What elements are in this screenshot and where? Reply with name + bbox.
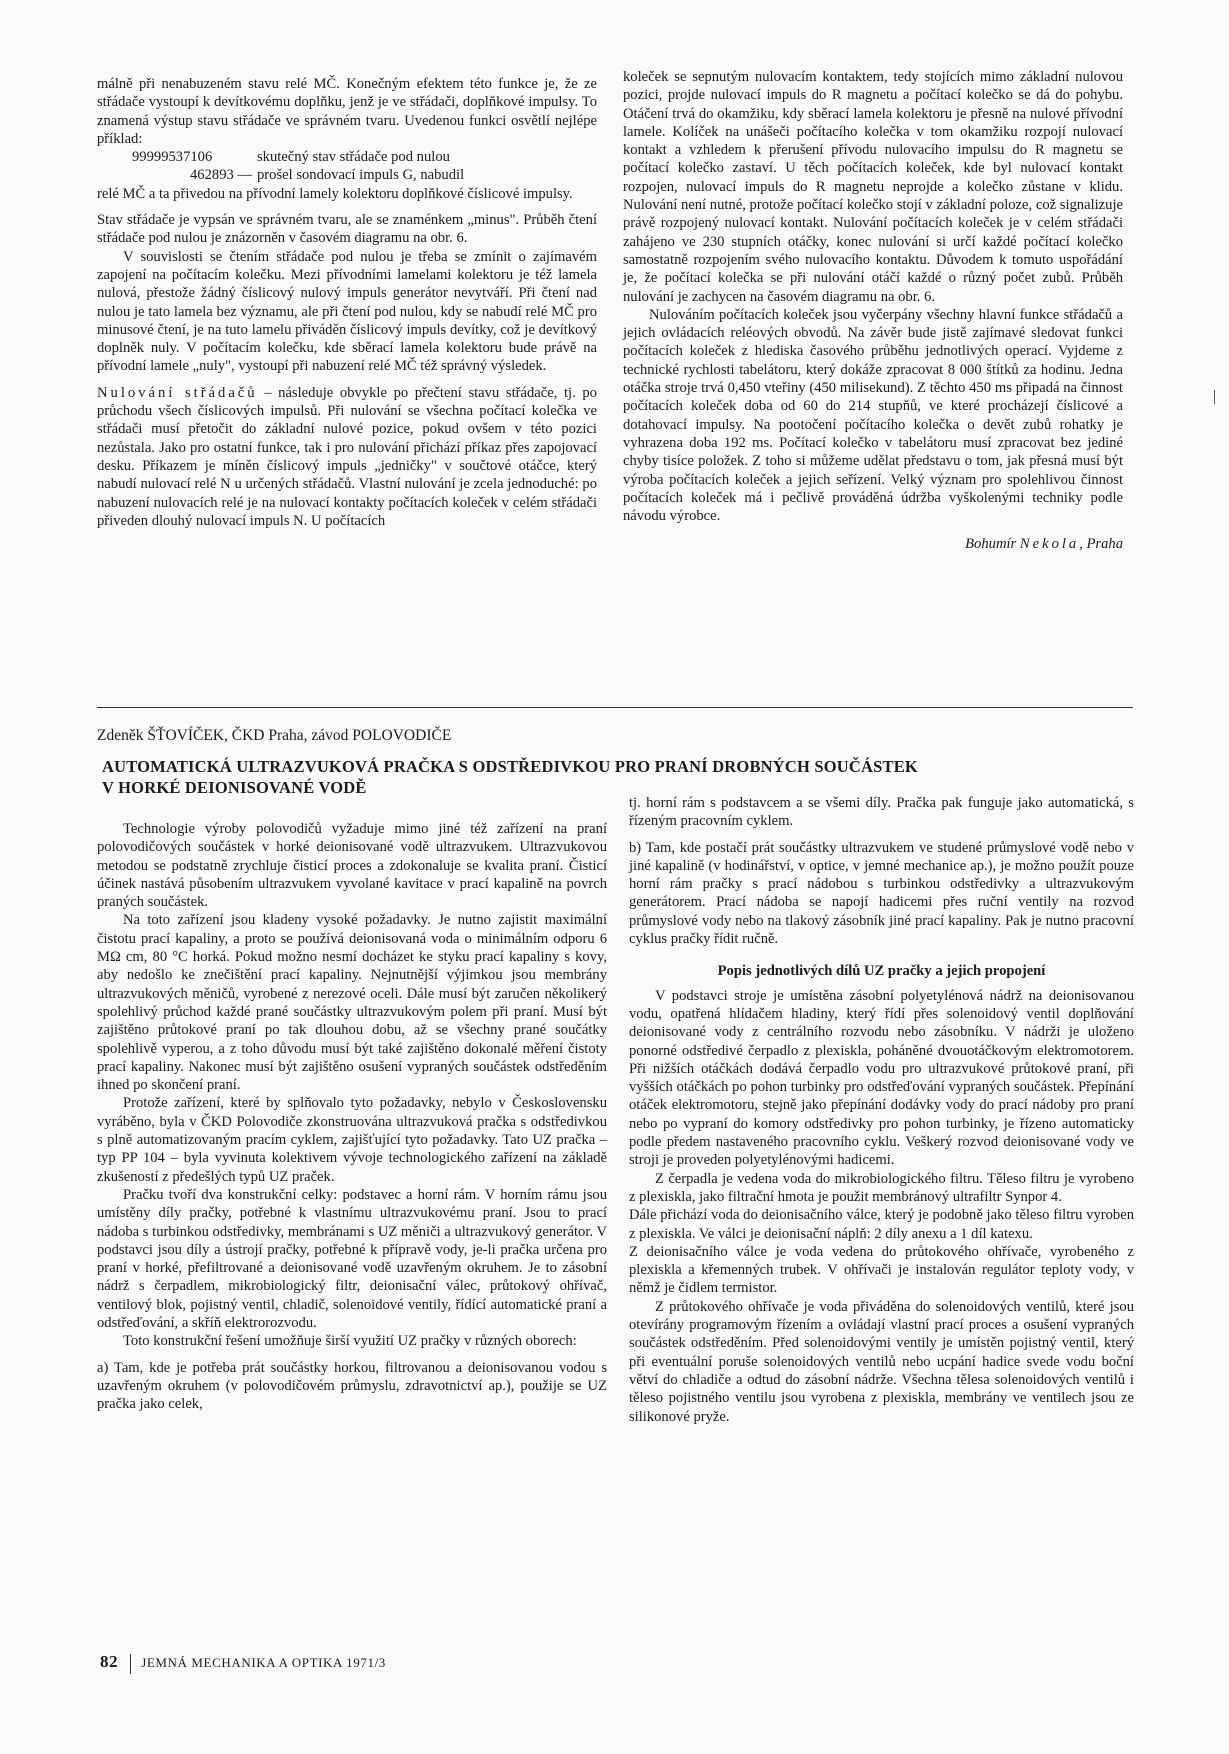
- paragraph: a) Tam, kde je potřeba prát součástky horkou, filtrovanou a deionisovanou vodou s uzavřeným okruhem (v polovodičovém průmyslu, zdravotnictví ap.), použije se UZ pračka jako celek,: [97, 1359, 607, 1413]
- paragraph: Na toto zařízení jsou kladeny vysoké požadavky. Je nutno zajistit maximální čistotu prací kapaliny, a proto se používá deionisovaná voda o minimálním odporu 6 MΩ cm, 80 °C horká. Pokud možno nesmí docházet ke styku prací kapaliny s kovy, aby nedošlo ke znečištění prací kapaliny. Nejnutnější výjimkou jsou membrány ultrazvukových měničů, vyrobené z nerezové oceli. Dále musí být zaručen několikerý spolehlivý průchod každé prané součástky ultrazvukovým polem při praní. Musí být zajištěno průtokové praní po tak dlouhou dobu, až se všechny prané součátky spolehlivě vyperou, a z toho důvodu musí být také zajištěno dokonalé měření čistoty prací kapaliny. Nakonec musí být zajištěno osušení vypraných součástek odstředěním ihned po skončení praní.: [97, 912, 607, 1094]
- author-city: Praha: [1086, 536, 1123, 553]
- paragraph: Stav střádače je vypsán ve správném tvaru, ale se znaménkem „minus". Průběh čtení střádače pod nulou je znázorněn v časovém diagramu na obr. 6.: [97, 212, 597, 247]
- paragraph: [97, 384, 597, 530]
- page-number: 82: [100, 1652, 119, 1671]
- example-text: prošel sondovací impuls G, nabudil: [257, 167, 465, 184]
- footer-divider: [130, 1654, 131, 1674]
- journal-name: JEMNÁ MECHANIKA A OPTIKA 1971/3: [141, 1655, 386, 1670]
- paragraph: Z deionisačního válce je voda vedena do průtokového ohřívače, vyrobeného z plexiskla a křemenných trubek. V ohřívači je instalován regulátor teploty vody, v němž je čidlem termistor.: [629, 1243, 1134, 1297]
- run-in-heading: Nulování střádačů: [97, 384, 258, 401]
- paragraph: Pračku tvoří dva konstrukční celky: podstavec a horní rám. V horním rámu jsou umístěny díly pračky, potřebné k vlastnímu ultrazvukovému praní. Jsou to prací nádoba s turbinkou odstředivky, membránami s UZ měniči a ultrazvukový generátor. V podstavci jsou díly a ústrojí pračky, potřebné k přípravě vody, je-li pračka určena pro praní v horké, přefiltrované a deionisované vodě uzavřeným okruhem. Je to zásobní nádrž s čerpadlem, mikrobiologický filtr, deionisační válec, průtokový ohřívač, ventilový blok, pojistný ventil, chladič, solenoidové ventily, řídící automatické praní a odstřeďování, a skříň elektrorozvodu.: [97, 1186, 607, 1332]
- paragraph: b) Tam, kde postačí prát součástky ultrazvukem ve studené průmyslové vodě nebo v jiné kapalině (v hodinářství, v optice, v jemné mechanice ap.), je možno použít pouze horní rám pračky s prací nádobou s turbinkou odstředivky a ultrazvukovým generátorem. Prací nádoba se napojí hadicemi přes ruční ventily na rozvod průmyslové vody nebo na tlakový zásobník jiné prací kapaliny. Pak je nutno pracovní cyklus pračky řídit ručně.: [629, 839, 1134, 948]
- paragraph: Technologie výroby polovodičů vyžaduje mimo jiné též zařízení na praní polovodičových součástek v horké deionisované vodě ultrazvukem. Ultrazvukovou metodou se podstatně zrychluje čisticí proces a zdokonaluje se kvalita praní. Čisticí účinek nastává působením ultrazvukem vyvolané kavitace v prací kapalině na povrch praných součástek.: [97, 821, 607, 911]
- example-row: [97, 166, 597, 184]
- paragraph: Dále přichází voda do deionisačního válce, který je podobně jako těleso filtru vyroben z plexiskla. Ve válci je deionisační náplň: 2 díly anexu a 1 díl katexu.: [629, 1207, 1134, 1242]
- column-top-left: [97, 75, 597, 530]
- column-bottom-right: [629, 794, 1134, 1426]
- paragraph: V souvislosti se čtením střádače pod nulou je třeba se zmínit o zajímavém zapojení na počítacím kolečku. Mezi přívodními lamelami kolektoru je též lamela nulová, přestože žádný číslicový nulový impuls generátor nevytváří. Při čtení nad nulou je tato lamela bez významu, ale při čtení pod nulou, kdy se nabudí relé MČ pro minusové čtení, je na tuto lamelu přiváděn číslicový impuls devítky, což je devítkový doplněk nuly. V počítacím kolečku, kde sběrací lamela kolektoru bude právě na přívodní lamele „nuly", vystoupí při nabuzení relé MČ též správný výsledek.: [97, 248, 597, 375]
- paragraph: Z čerpadla je vedena voda do mikrobiologického filtru. Těleso filtru je vyrobeno z plexiskla, jako filtrační hmota je použit membránový ultrafiltr Synpor 4.: [629, 1170, 1134, 1205]
- section-heading: Popis jednotlivých dílů UZ pračky a jejich propojení: [717, 963, 1046, 980]
- paragraph: tj. horní rám s podstavcem a se všemi díly. Pračka pak funguje jako automatická, s řízeným pracovním cyklem.: [629, 795, 1134, 830]
- page-footer: [100, 1652, 386, 1674]
- paragraph: Toto konstrukční řešení umožňuje širší využití UZ pračky v různých oborech:: [123, 1333, 577, 1350]
- paragraph-text: – následuje obvykle po přečtení stavu střádače, tj. po průchodu všech číslicových impulsů. Při nulování se všechna počítací kolečka ve střádači musí přetočit do základní nulové pozice, pokud ovšem v této pozici nezůstala. Jako pro ostatní funkce, tak i pro nulování přichází příkaz přes zapojovací desku. Příkazem je míněn číslicový impuls „jedničky" v součtové otáčce, který nabudí nulovací relé N u určených střádačů. Vlastní nulování je zcela jednoduché: po nabuzení nulovacích relé je na nulovací kontakty počítacích koleček v celém střádači přiveden dlouhý nulovací impuls N. U počítacích: [97, 384, 597, 529]
- column-top-right: [623, 68, 1123, 554]
- author-signature: Bohumír Nekola, Praha: [965, 536, 1123, 553]
- title-line: AUTOMATICKÁ ULTRAZVUKOVÁ PRAČKA S ODSTŘEDIVKOU PRO PRANÍ DROBNÝCH SOUČÁSTEK: [102, 757, 918, 776]
- paragraph: Z průtokového ohřívače je voda přiváděna do solenoidových ventilů, které jsou otevírány programovým řízením a ovládají vlastní prací proces a osušení vypraných součástek odstředěním. Před solenoidovými ventily je umístěn pojistný ventil, který při eventuální poruše solenoidových ventilů nebo ucpání hadice svede vodu boční větví do chladiče a odtud do zásobní nádrže. Všechna tělesa solenoidových ventilů i těleso pojistného ventilu jsou vyrobena z plexiskla, membrány ve ventilech jsou ze silikonové pryže.: [629, 1298, 1134, 1425]
- author-last-name: Nekola: [1019, 536, 1080, 553]
- paragraph: relé MČ a ta přivedou na přívodní lamely kolektoru doplňkové číslicové impulsy.: [97, 185, 573, 202]
- example-number: 462893 —: [190, 167, 253, 184]
- example-text: skutečný stav střádače pod nulou: [257, 149, 450, 166]
- paragraph: Protože zařízení, které by splňovalo tyto požadavky, nebylo v Československu vyráběno, byla v ČKD Polovodiče zkonstruována ultrazvuková pračka s odstředivkou s plně automatizovaným pracím cyklem, zajišťující tyto požadavky. Tato UZ pračka – typ PP 104 – byla vyvinuta kolektivem vývoje technologického zařízení na základě zkušeností z předešlých typů UZ praček.: [97, 1095, 607, 1185]
- article-byline: Zdeněk ŠŤOVÍČEK, ČKD Praha, závod POLOVODIČE: [97, 727, 452, 744]
- paragraph: koleček se sepnutým nulovacím kontaktem, tedy stojících mimo základní nulovou pozici, projde nulovací impuls do R magnetu a počítací kolečko se dá do pohybu. Otáčení trvá do okamžiku, kdy sběrací lamela kolektoru je přesně na nulové přívodní lamele. Kolíček na unášeči počítacího kolečka v tom okamžiku rozpojí nulovací kontakt a vzhledem k přerušení přívodu nulovacího impulsu do R magnetu se počítací kolečko zastaví. U těch počítacích koleček, kde byl nulovací kontakt rozpojen, nulovací impuls do R magnetu neprojde a kolečko zůstane v klidu. Nulování není nutné, protože počítací kolečko stojí v základní poloze, což signalizuje právě rozpojený nulovací kontakt. Nulování počítacích koleček je v celém střádači zahájeno ve 230 stupních otáčky, konec nulování si určí každé počítací kolečko samostatně rozpojením svého nulovacího kontaktu. Důvodem k tomuto uspořádání je, že počítací kolečka se při nulování otáčí každé o různý počet zubů. Průběh nulování je zachycen na časovém diagramu na obr. 6.: [623, 69, 1123, 305]
- paragraph: Nulováním počítacích koleček jsou vyčerpány všechny hlavní funkce střádačů a jejich ovládacích reléových obvodů. Na závěr bude jistě zajímavé sledovat funkci počítacích koleček z hlediska časového průběhu jednotlivých operací. Vyjdeme z technické rychlosti tabelátoru, který dokáže zpracovat 8 000 štítků za hodinu. Jedna otáčka stroje trvá 0,450 vteřiny (450 milisekund). Z těchto 450 ms připadá na činnost počítacích koleček doba od 60 do 214 stupňů, ve které procházejí číslicové a dotahovací impulsy. Na pootočení počítacího kolečka o devět zubů rohatky je vyhrazena doba 192 ms. Počítací kolečko v tabelátoru musí zpracovat bez jediné chyby tisíce položek. Z toho si můžeme udělat představu o tom, jak přesná musí být výroba počítacích koleček a jejich seřízení. Velký význam pro spolehlivou činnost počítacích koleček má i pečlivě prováděná údržba vyškolenými techniky podle návodu výrobce.: [623, 306, 1123, 525]
- title-line: V HORKÉ DEIONISOVANÉ VODĚ: [102, 778, 367, 797]
- paragraph: málně při nenabuzeném stavu relé MČ. Konečným efektem této funkce je, že ze střádače vystoupí k devítkovému doplňku, jenž je ve střádači, doplňkové impulsy. To znamená výstup stavu střádače ve správném tvaru. Uvedenou funkci osvětlí nejlépe příklad:: [97, 76, 597, 147]
- article-title: [102, 756, 1102, 798]
- paragraph: V podstavci stroje je umístěna zásobní polyetylénová nádrž na deionisovanou vodu, opatřená hlídačem hladiny, který řídí přes solenoidový ventil doplňování deionisované vody z centrálního rozvodu nebo zásobníku. V nádrži je uloženo ponorné odstředivé čerpadlo z plexiskla, poháněné dvouotáčkovým elektromotorem. Při nižších otáčkách dodává čerpadlo vodu pro ultrazvukové průtokové praní, při vyšších otáčkách po pohon turbinky pro odstřeďování vypraných součástek. Přepínání otáček elektromotoru, stejně jako přepínání dodávky vody do prací nádoby pro praní nebo po vypraní do komory odstředivky pro pohon turbinky, je řízeno automaticky podle předem nastaveného pracovního cyklu. Veškerý rozvod deionisované vody ve stroji je proveden polyetylénovými hadicemi.: [629, 987, 1134, 1169]
- example-row: [97, 148, 597, 166]
- author-first-name: Bohumír: [965, 536, 1017, 553]
- section-divider: [97, 707, 1133, 708]
- margin-mark: [1214, 390, 1221, 404]
- example-number: 99999537106: [132, 149, 213, 166]
- column-bottom-left: [97, 820, 607, 1414]
